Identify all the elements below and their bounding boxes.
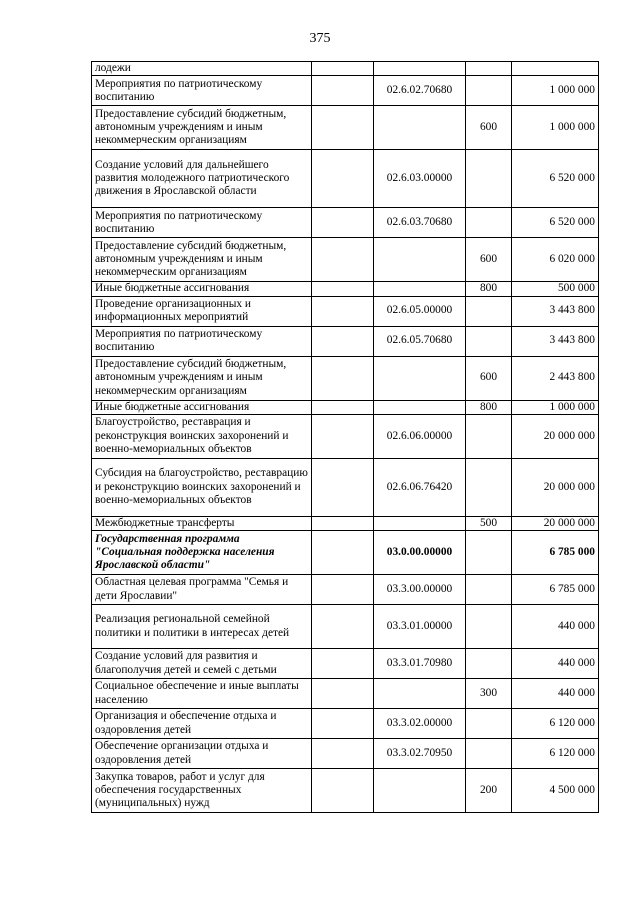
target-code: [374, 679, 466, 709]
empty-cell: [312, 605, 374, 649]
budget-table-body: [92, 62, 599, 813]
table-row: [92, 605, 599, 649]
item-name: Иные бюджетные ассигнования: [92, 400, 312, 414]
expense-type: [466, 414, 512, 458]
empty-cell: [312, 282, 374, 296]
table-row: [92, 282, 599, 296]
target-code: 03.3.01.00000: [374, 605, 466, 649]
table-row: [92, 739, 599, 769]
expense-type: 600: [466, 106, 512, 150]
amount: 1 000 000: [512, 106, 599, 150]
expense-type: 600: [466, 356, 512, 400]
target-code: [374, 356, 466, 400]
expense-type: [466, 605, 512, 649]
table-row: [92, 769, 599, 813]
empty-cell: [312, 296, 374, 326]
target-code: 03.3.00.00000: [374, 575, 466, 605]
empty-cell: [312, 575, 374, 605]
empty-cell: [312, 208, 374, 238]
table-row: [92, 400, 599, 414]
table-row: [92, 296, 599, 326]
item-name: Проведение организационных и информационных мероприятий: [92, 296, 312, 326]
table-row: [92, 516, 599, 530]
amount: 2 443 800: [512, 356, 599, 400]
target-code: 03.3.01.70980: [374, 649, 466, 679]
expense-type: [466, 62, 512, 76]
expense-type: [466, 458, 512, 516]
target-code: [374, 516, 466, 530]
amount: 20 000 000: [512, 414, 599, 458]
table-row: [92, 649, 599, 679]
item-name: Межбюджетные трансферты: [92, 516, 312, 530]
amount: 6 120 000: [512, 709, 599, 739]
empty-cell: [312, 458, 374, 516]
empty-cell: [312, 739, 374, 769]
amount: 500 000: [512, 282, 599, 296]
empty-cell: [312, 106, 374, 150]
expense-type: 200: [466, 769, 512, 813]
amount: 6 020 000: [512, 238, 599, 282]
expense-type: [466, 739, 512, 769]
empty-cell: [312, 76, 374, 106]
empty-cell: [312, 679, 374, 709]
empty-cell: [312, 326, 374, 356]
expense-type: 300: [466, 679, 512, 709]
target-code: 03.0.00.00000: [374, 531, 466, 575]
empty-cell: [312, 769, 374, 813]
amount: 20 000 000: [512, 458, 599, 516]
table-row: [92, 238, 599, 282]
empty-cell: [312, 649, 374, 679]
table-row: [92, 575, 599, 605]
target-code: [374, 769, 466, 813]
table-row: [92, 150, 599, 208]
expense-type: [466, 326, 512, 356]
target-code: 02.6.03.00000: [374, 150, 466, 208]
target-code: 03.3.02.70950: [374, 739, 466, 769]
budget-table: [91, 61, 599, 813]
table-row: [92, 679, 599, 709]
empty-cell: [312, 414, 374, 458]
item-name: Реализация региональной семейной политики и политики в интересах детей: [92, 605, 312, 649]
target-code: 02.6.02.70680: [374, 76, 466, 106]
target-code: [374, 282, 466, 296]
item-name: Областная целевая программа "Семья и дети Ярославии": [92, 575, 312, 605]
amount: 4 500 000: [512, 769, 599, 813]
amount: 6 785 000: [512, 531, 599, 575]
amount: [512, 62, 599, 76]
empty-cell: [312, 62, 374, 76]
item-name: Создание условий для развития и благополучия детей и семей с детьми: [92, 649, 312, 679]
target-code: [374, 400, 466, 414]
amount: 6 785 000: [512, 575, 599, 605]
expense-type: [466, 575, 512, 605]
table-row: [92, 458, 599, 516]
item-name: Иные бюджетные ассигнования: [92, 282, 312, 296]
amount: 20 000 000: [512, 516, 599, 530]
item-name: Обеспечение организации отдыха и оздоровления детей: [92, 739, 312, 769]
amount: 6 520 000: [512, 208, 599, 238]
empty-cell: [312, 238, 374, 282]
item-name: Мероприятия по патриотическому воспитанию: [92, 208, 312, 238]
table-row: [92, 326, 599, 356]
empty-cell: [312, 356, 374, 400]
table-row: [92, 106, 599, 150]
expense-type: [466, 649, 512, 679]
target-code: [374, 106, 466, 150]
expense-type: [466, 208, 512, 238]
table-row: [92, 356, 599, 400]
item-name: Благоустройство, реставрация и реконструкция воинских захоронений и военно-мемориальных объектов: [92, 414, 312, 458]
item-name: Создание условий для дальнейшего развития молодежного патриотического движения в Ярославской области: [92, 150, 312, 208]
empty-cell: [312, 400, 374, 414]
item-name: Мероприятия по патриотическому воспитанию: [92, 76, 312, 106]
table-row: [92, 709, 599, 739]
amount: 1 000 000: [512, 400, 599, 414]
amount: 440 000: [512, 605, 599, 649]
target-code: [374, 62, 466, 76]
expense-type: [466, 709, 512, 739]
target-code: 02.6.06.76420: [374, 458, 466, 516]
item-name: Предоставление субсидий бюджетным, автономным учреждениям и иным некоммерческим организациям: [92, 106, 312, 150]
table-row: [92, 208, 599, 238]
amount: 440 000: [512, 649, 599, 679]
item-name: Закупка товаров, работ и услуг для обеспечения государственных (муниципальных) нужд: [92, 769, 312, 813]
expense-type: 800: [466, 282, 512, 296]
target-code: 02.6.03.70680: [374, 208, 466, 238]
expense-type: [466, 150, 512, 208]
item-name: Мероприятия по патриотическому воспитанию: [92, 326, 312, 356]
expense-type: 600: [466, 238, 512, 282]
empty-cell: [312, 531, 374, 575]
item-name: Предоставление субсидий бюджетным, автономным учреждениям и иным некоммерческим организациям: [92, 238, 312, 282]
target-code: 03.3.02.00000: [374, 709, 466, 739]
table-row: [92, 414, 599, 458]
page-number: 375: [309, 31, 331, 46]
empty-cell: [312, 709, 374, 739]
empty-cell: [312, 150, 374, 208]
item-name: Государственная программа "Социальная поддержка населения Ярославской области": [92, 531, 312, 575]
amount: 440 000: [512, 679, 599, 709]
table-row: [92, 76, 599, 106]
amount: 6 120 000: [512, 739, 599, 769]
item-name: Субсидия на благоустройство, реставрацию и реконструкцию воинских захоронений и военно-мемориальных объектов: [92, 458, 312, 516]
target-code: 02.6.05.70680: [374, 326, 466, 356]
amount: 1 000 000: [512, 76, 599, 106]
amount: 6 520 000: [512, 150, 599, 208]
expense-type: [466, 76, 512, 106]
empty-cell: [312, 516, 374, 530]
target-code: [374, 238, 466, 282]
table-row: [92, 62, 599, 76]
expense-type: 800: [466, 400, 512, 414]
table-row: [92, 531, 599, 575]
item-name: Организация и обеспечение отдыха и оздоровления детей: [92, 709, 312, 739]
target-code: 02.6.06.00000: [374, 414, 466, 458]
item-name: Социальное обеспечение и иные выплаты населению: [92, 679, 312, 709]
expense-type: [466, 296, 512, 326]
target-code: 02.6.05.00000: [374, 296, 466, 326]
amount: 3 443 800: [512, 326, 599, 356]
item-name: Предоставление субсидий бюджетным, автономным учреждениям и иным некоммерческим организациям: [92, 356, 312, 400]
expense-type: 500: [466, 516, 512, 530]
expense-type: [466, 531, 512, 575]
item-name: лодежи: [92, 62, 312, 76]
amount: 3 443 800: [512, 296, 599, 326]
